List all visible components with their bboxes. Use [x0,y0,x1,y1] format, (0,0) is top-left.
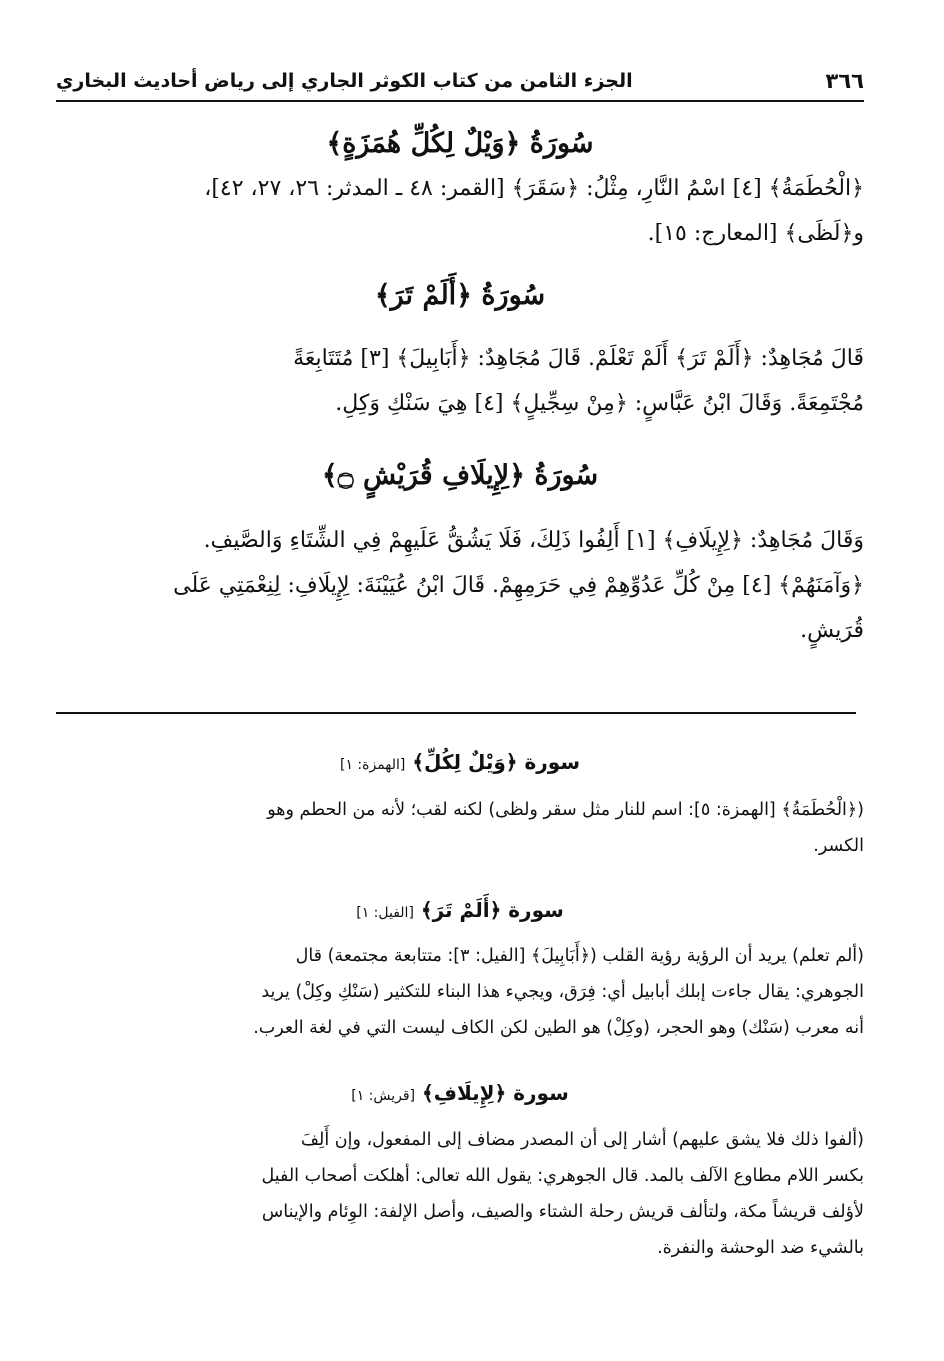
note-quraysh-title [56,1076,864,1113]
note-line: (﴿الْحُطَمَةُ﴾ [الهمزة: ٥]: اسم للنار مثل سقر ولظى) لكنه لقب؛ لأنه من الحطم وهو [267,800,864,820]
note-line: بالشيء ضد الوحشة والنفرة. [657,1238,864,1258]
note-line: (ألم تعلم) يريد أن الرؤية رؤية القلب (﴿أَبَابِيلَ﴾ [الفيل: ٣]: متتابعة مجتمعة) قال [295,946,864,966]
running-header [56,62,864,100]
text-line: مُجْتَمِعَةً. وَقَالَ ابْنُ عَبَّاسٍ: ﴿مِنْ سِجِّيلٍ﴾ [٤] هِيَ سَنْكِ وَكِلِ. [335,391,864,416]
text-line: قَالَ مُجَاهِدٌ: ﴿أَلَمْ تَرَ﴾ أَلَمْ تَعْلَمْ. قَالَ مُجَاهِدٌ: ﴿أَبَابِيلَ﴾ [٣] مُتَتَابِعَةً [293,346,864,371]
surah-quraysh-text [56,518,864,653]
note-quraysh-text [56,1122,864,1266]
verse-ref: [الفيل: ١] [356,905,414,921]
note-line: الجوهري: يقال جاءت إبلك أبابيل أي: فِرَق، ويجيء هذا البناء للتكثير (سَنْكِ وكِلْ) يريد [261,982,864,1002]
book-title: الجزء الثامن من كتاب الكوثر الجاري إلى رياض أحاديث البخاري [56,70,633,92]
verse-ref: [الهمزة: ١] [339,757,406,773]
note-line: (ألفوا ذلك فلا يشق عليهم) أشار إلى أن المصدر مضاف إلى المفعول، وإن أَلِفَ [300,1130,864,1150]
note-humaza-text [56,792,864,864]
text-line: و﴿لَظَى﴾ [المعارج: ١٥]. [647,221,864,246]
note-heading: سورة ﴿لِإِيلَافِ﴾ [422,1081,569,1105]
verse-ref: [قريش: ١] [351,1088,416,1104]
note-line: أنه معرب (سَنْك) وهو الحجر، (وكِلْ) هو الطين لكن الكاف ليست التي في لغة العرب. [253,1018,864,1038]
footnote-separator [56,712,856,714]
note-heading: سورة ﴿أَلَمْ تَرَ﴾ [420,898,564,922]
header-rule [56,100,864,102]
note-heading: سورة ﴿وَيْلٌ لِكُلِّ﴾ [412,750,581,774]
page-number: ٣٦٦ [825,69,864,93]
surah-fil-text [56,336,864,426]
note-line: لأؤلف قريشاً مكة، ولتألف قريش رحلة الشتاء والصيف، وأصل الإلفة: الوِئام والإيناس [261,1202,864,1222]
text-line: قُرَيشٍ. [800,618,864,643]
surah-humaza-text [56,166,864,256]
note-fil-text [56,938,864,1046]
note-line: بكسر اللام مطاوع الآلف بالمد. قال الجوهري: يقول الله تعالى: أهلكت أصحاب الفيل [261,1166,864,1186]
book-page [56,0,864,1361]
note-humaza-title [56,745,864,782]
text-line: وَقَالَ مُجَاهِدٌ: ﴿لِإِيلَافِ﴾ [١] أَلِفُوا ذَلِكَ، فَلَا يَشُقُّ عَلَيهِمْ فِي الشِّتَاءِ وَالصَّيفِ. [203,528,864,553]
text-line: ﴿وَآمَنَهُمْ﴾ [٤] مِنْ كُلِّ عَدُوِّهِمْ فِي حَرَمِهِمْ. قَالَ ابْنُ عُيَيْنَةَ: لِإِيلَافِ: لِنِعْمَتِي عَلَى [173,573,864,598]
note-fil-title [56,893,864,930]
surah-humaza-title: سُورَةُ ﴿وَيْلٌ لِكُلِّ هُمَزَةٍ﴾ [326,128,594,159]
text-line: ﴿الْحُطَمَةُ﴾ [٤] اسْمُ النَّارِ، مِثْلُ: ﴿سَقَرَ﴾ [القمر: ٤٨ ـ المدثر: ٢٦، ٢٧، ٤٢]، [204,176,864,201]
note-line: الكسر. [813,836,864,856]
surah-quraysh-title: سُورَةُ ﴿لِإِيلَافِ قُرَيْشٍ ۝﴾ [321,460,599,491]
surah-fil-title: سُورَةُ ﴿أَلَمْ تَرَ﴾ [374,280,546,311]
